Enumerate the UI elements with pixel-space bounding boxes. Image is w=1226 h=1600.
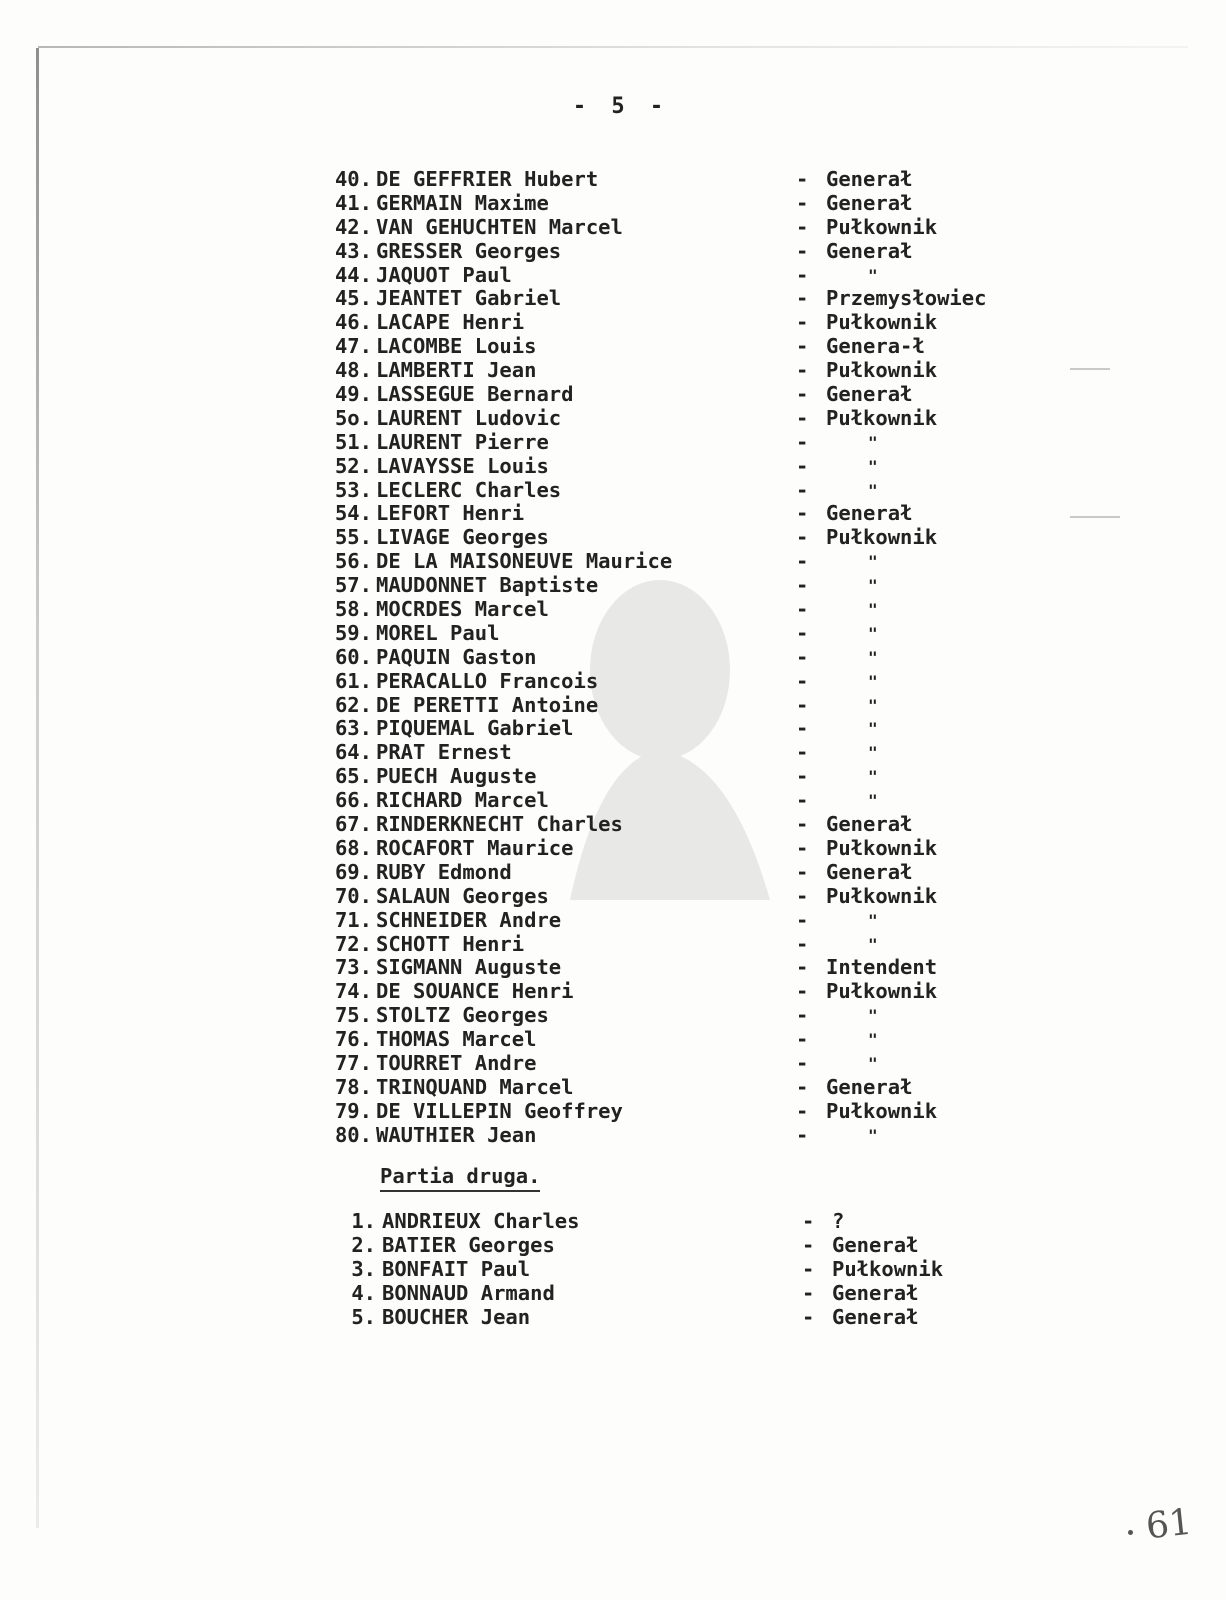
list-item	[0, 455, 1226, 479]
entry-dash: -	[796, 931, 809, 956]
entry-name: VAN GEHUCHTEN Marcel	[376, 214, 623, 239]
entry-dash: -	[796, 788, 809, 813]
ditto-mark: "	[868, 623, 878, 643]
entry-name: JEANTET Gabriel	[376, 286, 562, 311]
entry-number: 43.	[334, 238, 372, 263]
list-item	[0, 837, 1226, 861]
entry-name: PRAT Ernest	[376, 740, 512, 765]
entry-dash: -	[796, 382, 809, 407]
entry-number: 57.	[334, 573, 372, 598]
entry-number: 70.	[334, 883, 372, 908]
entry-name: DE SOUANCE Henri	[376, 979, 574, 1004]
list-item	[0, 407, 1226, 431]
entry-number: 61.	[334, 668, 372, 693]
page-edge-top	[38, 46, 1188, 48]
entry-number: 71.	[334, 907, 372, 932]
list-item	[0, 335, 1226, 359]
list-item	[0, 383, 1226, 407]
list-item	[0, 813, 1226, 837]
entry-name: MOREL Paul	[376, 620, 500, 645]
list-item	[0, 956, 1226, 980]
page-number: - 5 -	[572, 94, 670, 119]
entry-dash: -	[802, 1280, 815, 1305]
entry-number: 53.	[334, 477, 372, 502]
entry-dash: -	[802, 1304, 815, 1329]
list-item	[0, 885, 1226, 909]
entry-name: SALAUN Georges	[376, 883, 549, 908]
list-item	[0, 1076, 1226, 1100]
list-item	[0, 1234, 1226, 1258]
entry-dash: -	[796, 764, 809, 789]
entry-dash: -	[796, 214, 809, 239]
list-item	[0, 933, 1226, 957]
entry-rank: Generał	[826, 238, 913, 263]
entry-number: 46.	[334, 310, 372, 335]
list-item	[0, 1306, 1226, 1330]
entry-rank: Pułkownik	[826, 525, 938, 550]
list-item	[0, 526, 1226, 550]
entry-number: 49.	[334, 382, 372, 407]
entry-name: MAUDONNET Baptiste	[376, 573, 599, 598]
ditto-mark: "	[868, 719, 878, 739]
entry-dash: -	[796, 1027, 809, 1052]
entry-number: 5o.	[334, 405, 372, 430]
entry-dash: -	[796, 1003, 809, 1028]
list-item	[0, 502, 1226, 526]
entry-dash: -	[796, 477, 809, 502]
entry-name: LACOMBE Louis	[376, 334, 537, 359]
entry-rank: Pułkownik	[826, 883, 938, 908]
list-item	[0, 168, 1226, 192]
entries-list	[0, 168, 1226, 1148]
entry-rank: Generał	[832, 1232, 919, 1257]
entry-rank: Generał	[832, 1280, 919, 1305]
entries-list-second	[0, 1210, 1226, 1329]
entry-name: BOUCHER Jean	[382, 1304, 531, 1329]
entry-name: DE LA MAISONEUVE Maurice	[376, 549, 673, 574]
entry-dash: -	[802, 1232, 815, 1257]
entry-number: 2.	[351, 1232, 376, 1257]
ditto-mark: "	[868, 695, 878, 715]
entry-name: GRESSER Georges	[376, 238, 562, 263]
list-item	[0, 359, 1226, 383]
entry-rank: Generał	[826, 859, 913, 884]
entry-number: 42.	[334, 214, 372, 239]
entry-number: 69.	[334, 859, 372, 884]
entry-dash: -	[796, 453, 809, 478]
entry-rank: Genera-ł	[826, 334, 925, 359]
entry-number: 5.	[351, 1304, 376, 1329]
entry-number: 47.	[334, 334, 372, 359]
entry-number: 67.	[334, 812, 372, 837]
entry-number: 4.	[351, 1280, 376, 1305]
entry-name: LACAPE Henri	[376, 310, 525, 335]
entry-name: WAUTHIER Jean	[376, 1122, 537, 1147]
entry-dash: -	[796, 859, 809, 884]
entry-dash: -	[796, 668, 809, 693]
list-item	[0, 1028, 1226, 1052]
list-item	[0, 264, 1226, 288]
entry-number: 54.	[334, 501, 372, 526]
entry-name: LECLERC Charles	[376, 477, 562, 502]
entry-name: BONFAIT Paul	[382, 1256, 531, 1281]
entry-dash: -	[802, 1209, 815, 1233]
entry-dash: -	[796, 286, 809, 311]
list-item	[0, 479, 1226, 503]
ditto-mark: "	[868, 432, 878, 452]
ditto-mark: "	[868, 1006, 878, 1026]
entry-number: 73.	[334, 955, 372, 980]
entry-number: 68.	[334, 835, 372, 860]
entry-dash: -	[796, 310, 809, 335]
entry-rank: Pułkownik	[826, 835, 938, 860]
entry-name: GERMAIN Maxime	[376, 190, 549, 215]
list-item	[0, 431, 1226, 455]
entry-name: LAURENT Pierre	[376, 429, 549, 454]
entry-dash: -	[796, 573, 809, 598]
entry-name: BATIER Georges	[382, 1232, 555, 1257]
entry-name: DE GEFFRIER Hubert	[376, 167, 599, 191]
entry-dash: -	[796, 358, 809, 383]
entry-rank: Generał	[826, 167, 913, 191]
entry-name: SIGMANN Auguste	[376, 955, 562, 980]
entry-rank: Pułkownik	[826, 310, 938, 335]
entry-number: 1.	[351, 1209, 376, 1233]
entry-rank: Intendent	[826, 955, 938, 980]
entry-rank: Generał	[826, 190, 913, 215]
ditto-mark: "	[868, 647, 878, 667]
entry-number: 60.	[334, 644, 372, 669]
entry-dash: -	[796, 334, 809, 359]
entry-name: PUECH Auguste	[376, 764, 537, 789]
list-item	[0, 1124, 1226, 1148]
entry-number: 45.	[334, 286, 372, 311]
entry-name: ANDRIEUX Charles	[382, 1209, 580, 1233]
entry-name: SCHNEIDER Andre	[376, 907, 562, 932]
entry-dash: -	[796, 907, 809, 932]
entry-name: JAQUOT Paul	[376, 262, 512, 287]
entry-number: 52.	[334, 453, 372, 478]
entry-number: 76.	[334, 1027, 372, 1052]
ditto-mark: "	[868, 791, 878, 811]
entry-name: PAQUIN Gaston	[376, 644, 537, 669]
entry-number: 80.	[334, 1122, 372, 1147]
entry-number: 51.	[334, 429, 372, 454]
entry-name: ROCAFORT Maurice	[376, 835, 574, 860]
ditto-mark: "	[868, 1125, 878, 1145]
entry-dash: -	[796, 167, 809, 191]
entry-dash: -	[796, 1098, 809, 1123]
entry-dash: -	[796, 597, 809, 622]
entry-name: STOLTZ Georges	[376, 1003, 549, 1028]
ditto-mark: "	[868, 552, 878, 572]
section-title: Partia druga.	[380, 1164, 540, 1192]
entry-number: 62.	[334, 692, 372, 717]
entry-name: TOURRET Andre	[376, 1050, 537, 1075]
entry-number: 64.	[334, 740, 372, 765]
entry-number: 72.	[334, 931, 372, 956]
entry-dash: -	[796, 955, 809, 980]
entry-number: 74.	[334, 979, 372, 1004]
ditto-mark: "	[868, 910, 878, 930]
entry-dash: -	[796, 835, 809, 860]
ditto-mark: "	[868, 1053, 878, 1073]
ditto-mark: "	[868, 934, 878, 954]
entry-dash: -	[796, 238, 809, 263]
entry-number: 58.	[334, 597, 372, 622]
list-item	[0, 741, 1226, 765]
list-item	[0, 240, 1226, 264]
list-item	[0, 622, 1226, 646]
entry-name: PERACALLO Francois	[376, 668, 599, 693]
entry-name: PIQUEMAL Gabriel	[376, 716, 574, 741]
list-item	[0, 598, 1226, 622]
entry-name: RICHARD Marcel	[376, 788, 549, 813]
entry-dash: -	[796, 716, 809, 741]
entry-number: 48.	[334, 358, 372, 383]
entry-name: LAMBERTI Jean	[376, 358, 537, 383]
ditto-mark: "	[868, 265, 878, 285]
list-item	[0, 216, 1226, 240]
list-item	[0, 980, 1226, 1004]
entry-dash: -	[796, 692, 809, 717]
entry-dash: -	[802, 1256, 815, 1281]
list-item	[0, 646, 1226, 670]
entry-dash: -	[796, 405, 809, 430]
entry-rank: Pułkownik	[832, 1256, 944, 1281]
entry-number: 75.	[334, 1003, 372, 1028]
entry-rank: Pułkownik	[826, 1098, 938, 1123]
list-item	[0, 789, 1226, 813]
entry-dash: -	[796, 812, 809, 837]
list-item	[0, 311, 1226, 335]
list-item	[0, 717, 1226, 741]
ditto-mark: "	[868, 576, 878, 596]
ditto-mark: "	[868, 743, 878, 763]
entry-name: LIVAGE Georges	[376, 525, 549, 550]
list-item	[0, 550, 1226, 574]
entry-number: 77.	[334, 1050, 372, 1075]
list-item	[0, 909, 1226, 933]
entry-number: 78.	[334, 1074, 372, 1099]
margin-dot	[1128, 1530, 1133, 1535]
entry-dash: -	[796, 1074, 809, 1099]
ditto-mark: "	[868, 480, 878, 500]
entry-name: THOMAS Marcel	[376, 1027, 537, 1052]
entry-number: 59.	[334, 620, 372, 645]
entry-dash: -	[796, 740, 809, 765]
list-item	[0, 694, 1226, 718]
list-item	[0, 1052, 1226, 1076]
entry-number: 79.	[334, 1098, 372, 1123]
entry-name: MOCRDES Marcel	[376, 597, 549, 622]
entry-dash: -	[796, 1122, 809, 1147]
entry-number: 44.	[334, 262, 372, 287]
list-item	[0, 1282, 1226, 1306]
entry-name: DE PERETTI Antoine	[376, 692, 599, 717]
entry-name: RUBY Edmond	[376, 859, 512, 884]
entry-dash: -	[796, 549, 809, 574]
entry-number: 65.	[334, 764, 372, 789]
list-item	[0, 287, 1226, 311]
entry-name: SCHOTT Henri	[376, 931, 525, 956]
entry-name: TRINQUAND Marcel	[376, 1074, 574, 1099]
handwritten-page-note: 61	[1143, 1501, 1194, 1548]
ditto-mark: "	[868, 600, 878, 620]
entry-name: DE VILLEPIN Geoffrey	[376, 1098, 623, 1123]
list-item	[0, 670, 1226, 694]
entry-dash: -	[796, 644, 809, 669]
entry-number: 55.	[334, 525, 372, 550]
entry-number: 63.	[334, 716, 372, 741]
list-item	[0, 192, 1226, 216]
entry-number: 3.	[351, 1256, 376, 1281]
ditto-mark: "	[868, 456, 878, 476]
entry-dash: -	[796, 262, 809, 287]
entry-name: BONNAUD Armand	[382, 1280, 555, 1305]
entry-dash: -	[796, 190, 809, 215]
entry-dash: -	[796, 883, 809, 908]
entry-number: 56.	[334, 549, 372, 574]
entry-rank: Przemysłowiec	[826, 286, 987, 311]
entry-rank: ?	[832, 1209, 845, 1233]
entry-number: 40.	[334, 167, 372, 191]
entry-dash: -	[796, 525, 809, 550]
entry-name: LEFORT Henri	[376, 501, 525, 526]
list-item	[0, 765, 1226, 789]
entry-dash: -	[796, 501, 809, 526]
entry-rank: Generał	[832, 1304, 919, 1329]
list-item	[0, 574, 1226, 598]
list-item	[0, 1004, 1226, 1028]
entry-name: LAVAYSSE Louis	[376, 453, 549, 478]
entry-rank: Generał	[826, 501, 913, 526]
entry-number: 41.	[334, 190, 372, 215]
entry-dash: -	[796, 1050, 809, 1075]
list-item	[0, 861, 1226, 885]
ditto-mark: "	[868, 767, 878, 787]
entry-rank: Pułkownik	[826, 358, 938, 383]
ditto-mark: "	[868, 671, 878, 691]
list-item	[0, 1258, 1226, 1282]
entry-rank: Pułkownik	[826, 979, 938, 1004]
entry-rank: Pułkownik	[826, 405, 938, 430]
list-item	[0, 1100, 1226, 1124]
entry-number: 66.	[334, 788, 372, 813]
entry-dash: -	[796, 620, 809, 645]
entry-dash: -	[796, 429, 809, 454]
entry-name: LAURENT Ludovic	[376, 405, 562, 430]
entry-dash: -	[796, 979, 809, 1004]
entry-rank: Generał	[826, 812, 913, 837]
entry-name: LASSEGUE Bernard	[376, 382, 574, 407]
entry-rank: Pułkownik	[826, 214, 938, 239]
ditto-mark: "	[868, 1030, 878, 1050]
entry-rank: Generał	[826, 1074, 913, 1099]
entry-rank: Generał	[826, 382, 913, 407]
entry-name: RINDERKNECHT Charles	[376, 812, 623, 837]
list-item	[0, 1210, 1226, 1234]
